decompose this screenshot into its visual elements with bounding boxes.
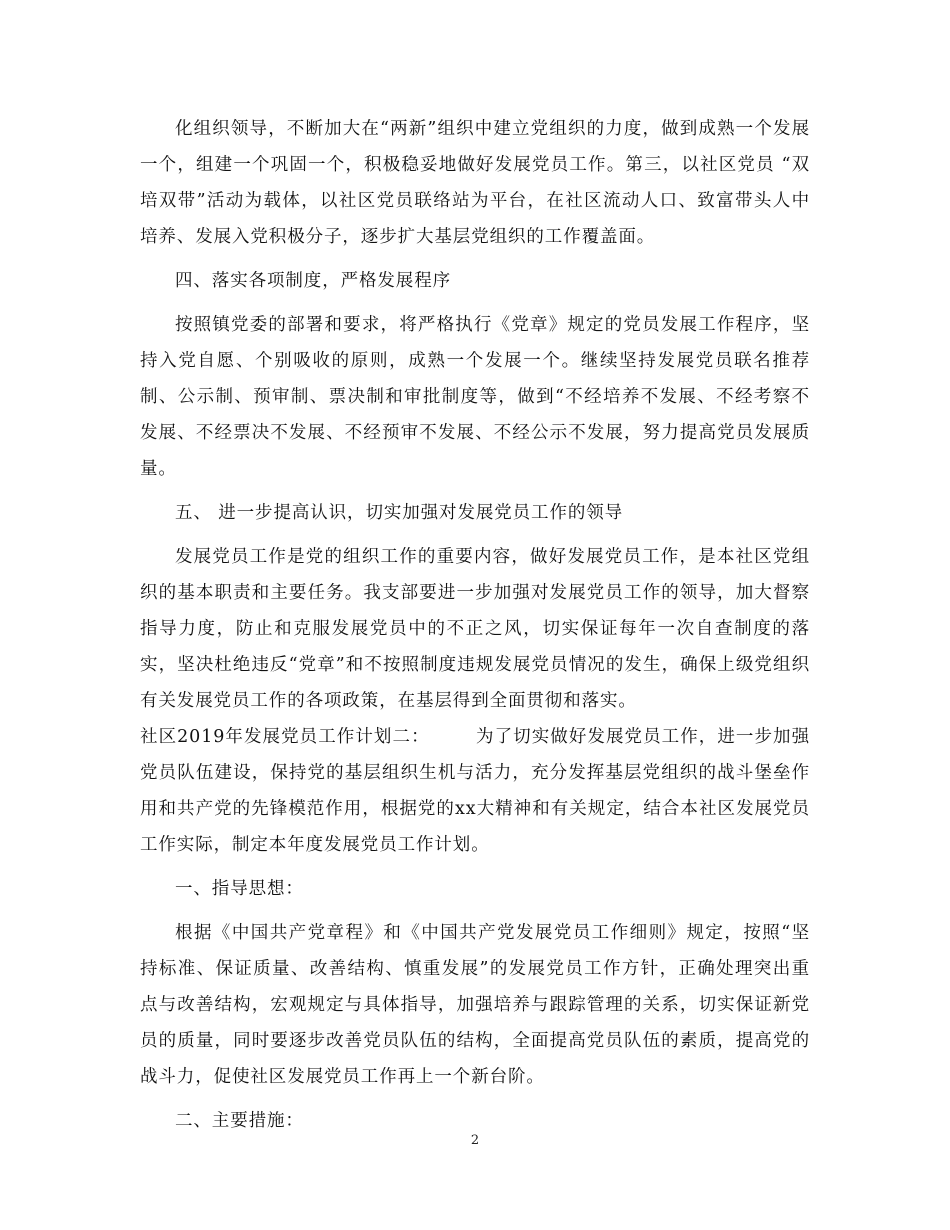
paragraph-continued: 化组织领导，不断加大在“两新”组织中建立党组织的力度，做到成熟一个发展一个，组建一个巩固一个，积极稳妥地做好发展党员工作。第三，以社区党员 “双培双带”活动为载体，以社区党员联络站为平台，在社区流动人口、致富带头人中培养、发展入党积极分子，逐步扩大基层党组织的工作覆盖面。 <box>140 119 810 247</box>
page-number: 2 <box>470 1133 480 1148</box>
paragraph-procedures: 按照镇党委的部署和要求，将严格执行《党章》规定的党员发展工作程序，坚持入党自愿、个别吸收的原则，成熟一个发展一个。继续坚持发展党员联名推荐制、公示制、预审制、票决制和审批制度等，做到“不经培养不发展、不经考察不发展、不经票决不发展、不经预审不发展、不经公示不发展，努力提高党员发展质量。 <box>140 315 810 479</box>
section-heading-five: 五、 进一步提高认识，切实加强对发展党员工作的领导 <box>175 503 624 523</box>
section-heading-four: 四、落实各项制度，严格发展程序 <box>175 271 451 291</box>
body-text <box>140 111 810 1139</box>
section-heading-one: 一、指导思想： <box>175 879 304 899</box>
paragraph-plan-two: 社区2019年发展党员工作计划二： 为了切实做好发展党员工作，进一步加强党员队伍建设，保持党的基层组织生机与活力，充分发挥基层党组织的战斗堡垒作用和共产党的先锋模范作用，根据党的xx大精神和有关规定，结合本社区发展党员工作实际，制定本年度发展党员工作计划。 <box>140 727 810 855</box>
paragraph-leadership: 发展党员工作是党的组织工作的重要内容，做好发展党员工作，是本社区党组织的基本职责和主要任务。我支部要进一步加强对发展党员工作的领导，加大督察指导力度，防止和克服发展党员中的不正之风，切实保证每年一次自查制度的落实，坚决杜绝违反“党章”和不按照制度违规发展党员情况的发生，确保上级党组织有关发展党员工作的各项政策，在基层得到全面贯彻和落实。 <box>140 547 810 711</box>
section-heading-two: 二、主要措施： <box>175 1111 304 1131</box>
paragraph-guiding-ideology: 根据《中国共产党章程》和《中国共产党发展党员工作细则》规定，按照“坚持标准、保证质量、改善结构、慎重发展”的发展党员工作方针，正确处理突出重点与改善结构，宏观规定与具体指导，加强培养与跟踪管理的关系，切实保证新党员的质量，同时要逐步改善党员队伍的结构，全面提高党员队伍的素质，提高党的战斗力，促使社区发展党员工作再上一个新台阶。 <box>140 923 810 1087</box>
